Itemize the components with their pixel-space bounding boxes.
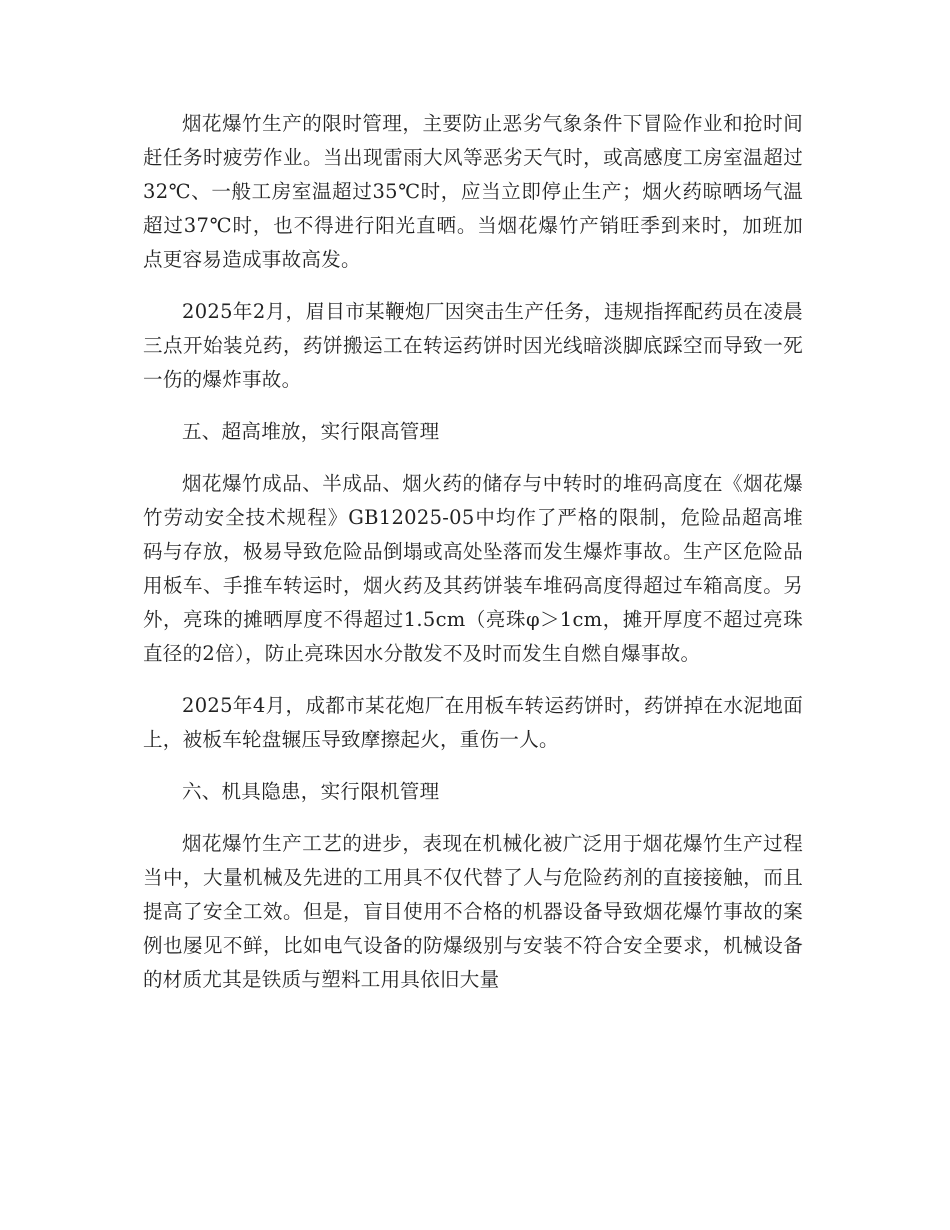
paragraph-machinery-hazards: 烟花爆竹生产工艺的进步，表现在机械化被广泛用于烟花爆竹生产过程当中，大量机械及先进的工用具不仅代替了人与危险药剂的直接接触，而且提高了安全工效。但是，盲目使用不合格的机器设备导致烟花爆竹事故的案例也屡见不鲜，比如电气设备的防爆级别与安装不符合安全要求，机械设备的材质尤其是铁质与塑料工用具依旧大量 bbox=[143, 832, 803, 991]
paragraph-stacking-height: 烟花爆竹成品、半成品、烟火药的储存与中转时的堆码高度在《烟花爆竹劳动安全技术规程》GB12025-05中均作了严格的限制，危险品超高堆码与存放，极易导致危险品倒塌或高处坠落而发生爆炸事故。生产区危险品用板车、手推车转运时，烟火药及其药饼装车堆码高度得超过车箱高度。另外，亮珠的摊晒厚度不得超过1.5cm（亮珠φ＞1cm，摊开厚度不超过亮珠直径的2倍），防止亮珠因水分散发不及时而发生自燃自爆事故。 bbox=[143, 472, 803, 665]
section-heading-height-limit: 五、超高堆放，实行限高管理 bbox=[182, 420, 440, 443]
section-heading-machine-limit: 六、机具隐患，实行限机管理 bbox=[182, 780, 440, 803]
paragraph-meishan-case: 2025年2月，眉目市某鞭炮厂因突击生产任务，违规指挥配药员在凌晨三点开始装兑药，药饼搬运工在转运药饼时因光线暗淡脚底踩空而导致一死一伤的爆炸事故。 bbox=[143, 300, 803, 391]
paragraph-chengdu-case: 2025年4月，成都市某花炮厂在用板车转运药饼时，药饼掉在水泥地面上，被板车轮盘辗压导致摩擦起火，重伤一人。 bbox=[143, 694, 803, 751]
document-body bbox=[143, 107, 803, 1015]
paragraph-time-limit-management: 烟花爆竹生产的限时管理，主要防止恶劣气象条件下冒险作业和抢时间赶任务时疲劳作业。当出现雷雨大风等恶劣天气时，或高感度工房室温超过32℃、一般工房室温超过35℃时，应当立即停止生产；烟火药晾晒场气温超过37℃时，也不得进行阳光直晒。当烟花爆竹产销旺季到来时，加班加点更容易造成事故高发。 bbox=[143, 112, 803, 271]
